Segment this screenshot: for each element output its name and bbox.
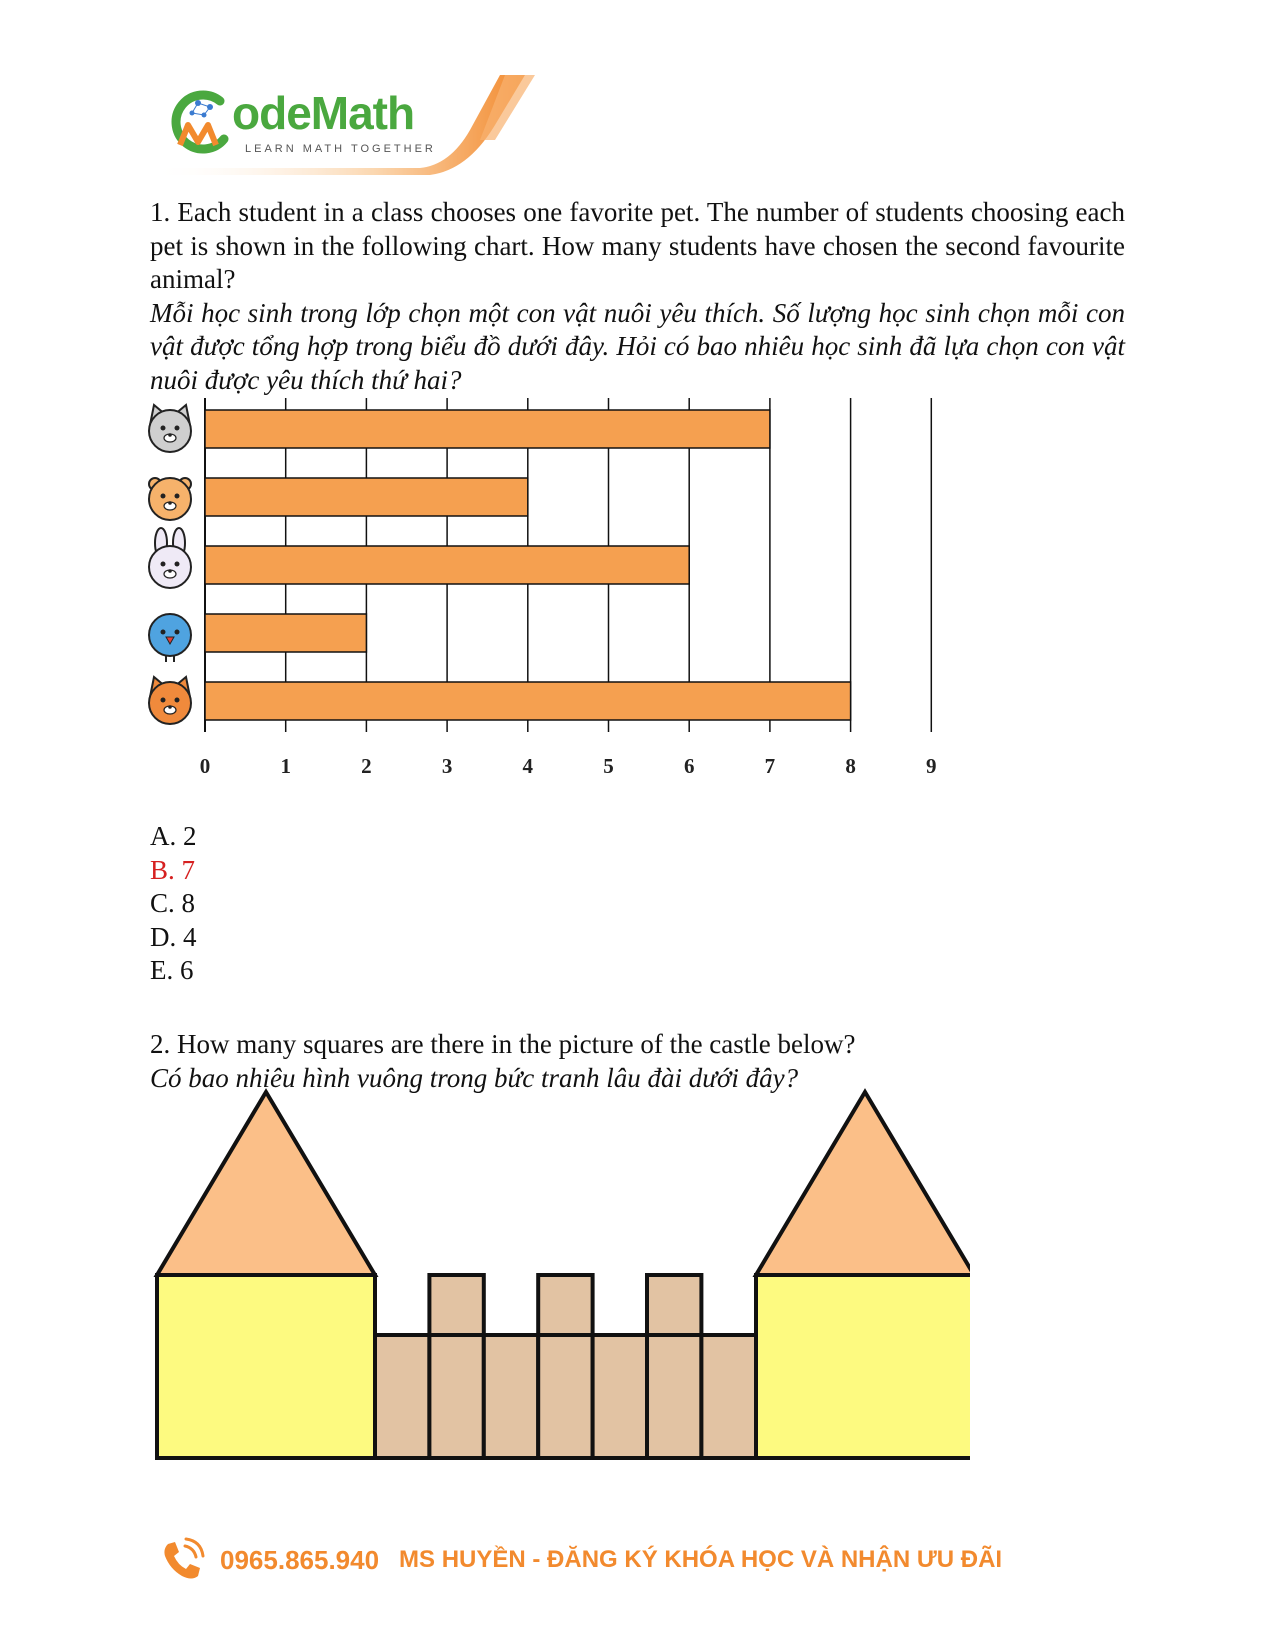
bar-dog — [205, 682, 851, 720]
right-roof — [756, 1092, 970, 1275]
x-tick-label: 3 — [441, 754, 453, 778]
dog-icon — [149, 677, 191, 724]
x-tick-label: 1 — [280, 754, 291, 778]
logo-c-icon — [168, 87, 238, 157]
question-2-text-vi: Có bao nhiêu hình vuông trong bức tranh lâu đài dưới đây? — [150, 1062, 799, 1093]
question-1-text-en: 1. Each student in a class chooses one favorite pet. The number of students choosing each pet is shown in the following chart. How many students have chosen the second favourite animal? — [150, 197, 1125, 294]
footer-phone[interactable]: 0965.865.940 — [220, 1544, 380, 1575]
bar-hamster — [205, 478, 528, 516]
rabbit-icon — [149, 528, 191, 588]
footer-contact-text: MS HUYỀN - ĐĂNG KÝ KHÓA HỌC VÀ NHẬN ƯU ĐÃI — [399, 1546, 1003, 1573]
question-1-options — [150, 820, 197, 988]
castle-picture — [150, 1085, 970, 1485]
battlement-1 — [429, 1275, 483, 1335]
x-tick-label: 8 — [845, 754, 856, 778]
option-e[interactable]: E. 6 — [150, 955, 194, 985]
option-a[interactable]: A. 2 — [150, 821, 197, 851]
castle-wall — [375, 1275, 756, 1458]
bird-icon — [149, 614, 191, 662]
hamster-icon — [149, 478, 191, 520]
brand-name: odeMath — [232, 87, 415, 139]
question-2-text-en: 2. How many squares are there in the picture of the castle below? — [150, 1029, 856, 1059]
cat-icon — [149, 405, 191, 452]
option-b[interactable]: B. 7 — [150, 854, 196, 885]
x-tick-label: 0 — [199, 754, 211, 778]
question-1-text-vi: Mỗi học sinh trong lớp chọn một con vật nuôi yêu thích. Số lượng học sinh chọn mỗi con vật được tổng hợp trong biểu đồ dưới đây. Hỏi có bao nhiêu học sinh đã lựa chọn con vật nuôi được yêu thích thứ hai? — [150, 297, 1125, 395]
bar-cat — [205, 410, 770, 448]
left-roof — [157, 1092, 375, 1275]
brand-tagline: LEARN MATH TOGETHER — [245, 143, 436, 155]
bar-bird — [205, 614, 366, 652]
question-1 — [150, 196, 1125, 397]
battlement-3 — [647, 1275, 701, 1335]
pet-bar-chart — [140, 398, 1140, 808]
bar-rabbit — [205, 546, 689, 584]
left-tower — [157, 1275, 375, 1458]
x-tick-label: 4 — [522, 754, 534, 778]
option-d[interactable]: D. 4 — [150, 921, 197, 952]
battlement-2 — [538, 1275, 592, 1335]
header-logo — [150, 70, 570, 180]
phone-icon — [158, 1536, 206, 1584]
right-tower — [756, 1275, 970, 1458]
x-tick-label: 7 — [764, 754, 776, 778]
option-c[interactable]: C. 8 — [150, 888, 196, 918]
footer-contact — [158, 1535, 1002, 1585]
x-tick-label: 2 — [361, 754, 372, 778]
x-tick-label: 6 — [683, 754, 695, 778]
x-tick-label: 5 — [603, 754, 614, 778]
x-tick-label: 9 — [926, 754, 937, 778]
